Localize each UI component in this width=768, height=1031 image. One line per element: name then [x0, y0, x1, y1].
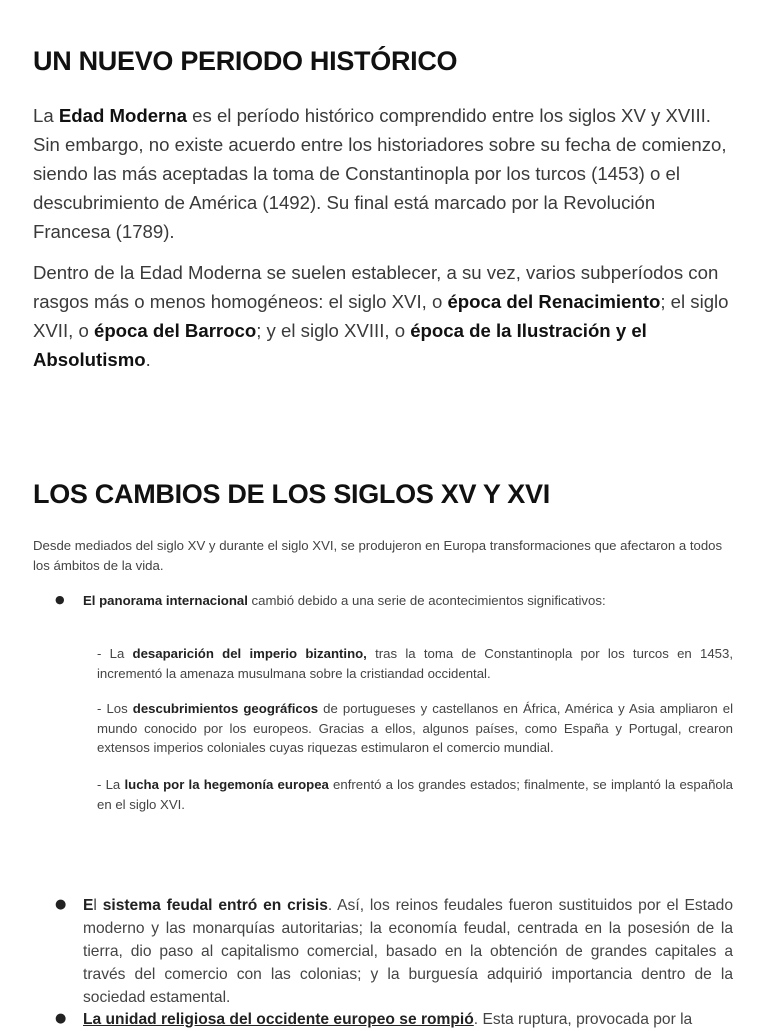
bullet-icon: ●: [55, 897, 67, 912]
bold-term-barroco: época del Barroco: [93, 320, 257, 341]
text-run: enfrentó a los grandes estados; finalmente, se implantó la española en el siglo XVI.: [97, 777, 733, 812]
text-run: de portugueses y castellanos en África, América y Asia ampliaron el mundo conocido por los europeos. Gracias a ellos, algunos países, como España y Portugal, crearon extensos imperios coloniales cuyas riquezas estimularon el comercio mundial.: [97, 701, 734, 755]
bold-term-ilustracion: época de la Ilustración y el Absolutismo: [33, 320, 647, 370]
text-run: .: [145, 349, 151, 370]
text-run: - La: [97, 646, 133, 661]
bold-term-hegemonia: lucha por la hegemonía europea: [124, 777, 329, 792]
list-item-panorama: [83, 591, 733, 611]
bold-term-unidad-religiosa: La unidad religiosa del occidente europeo se rompió: [83, 1011, 474, 1028]
text-run: . Así, los reinos feudales fueron sustituidos por el Estado moderno y las monarquías autoritarias; la economía feudal, centrada en la posesión de la tierra, dio paso al capitalismo comercial, basado en la obtención de grandes capitales a través del comercio con las colonias; y la burguesía adquirió importancia dentro de la sociedad estamental.: [83, 897, 733, 1006]
bullet-icon: ●: [55, 1011, 67, 1026]
paragraph-edad-moderna: [33, 101, 733, 246]
text-run: l: [93, 897, 103, 914]
text-run: cambió debido a una serie de acontecimientos significativos:: [247, 593, 606, 608]
bold-term-edad-moderna: Edad Moderna: [58, 105, 187, 126]
bold-term-descubrimientos: descubrimientos geográficos: [132, 701, 319, 716]
section-heading-nuevo-periodo: UN NUEVO PERIODO HISTÓRICO: [33, 46, 458, 76]
text-run: ; y el siglo XVIII, o: [256, 320, 411, 341]
sub-item-hegemonia: [97, 775, 733, 814]
bold-letter: E: [83, 897, 94, 914]
text-run: - La: [97, 777, 125, 792]
bold-term-sistema-feudal: sistema feudal entró en crisis: [102, 897, 328, 914]
text-run: es el período histórico comprendido entre los siglos XV y XVIII. Sin embargo, no existe acuerdo entre los historiadores sobre su fecha de comienzo, siendo las más aceptadas la toma de Constantinopla por los turcos (1453) o el descubrimiento de América (1492). Su final está marcado por la Revolución Francesa (1789).: [33, 105, 727, 242]
bold-term-bizantino: desaparición del imperio bizantino,: [132, 646, 367, 661]
bold-term-panorama: El panorama internacional: [83, 593, 248, 608]
text-run: Dentro de la Edad Moderna se suelen establecer, a su vez, varios subperíodos con rasgos más o menos homogéneos: el siglo XVI, o: [33, 262, 719, 312]
sub-item-descubrimientos: [97, 699, 733, 758]
text-run: tras la toma de Constantinopla por los turcos en 1453, incrementó la amenaza musulmana sobre la cristiandad occidental.: [97, 646, 734, 681]
bullet-icon: ●: [55, 593, 65, 606]
paragraph-intro-cambios: Desde mediados del siglo XV y durante el siglo XVI, se produjeron en Europa transformaciones que afectaron a todos los ámbitos de la vida.: [33, 538, 723, 573]
section-heading-cambios: LOS CAMBIOS DE LOS SIGLOS XV Y XVI: [33, 479, 550, 509]
text-run: - Los: [97, 701, 133, 716]
bold-term-renacimiento: época del Renacimiento: [447, 291, 661, 312]
paragraph-subperiodos: [33, 258, 733, 374]
sub-item-bizantino: [97, 644, 733, 683]
list-item-unidad-religiosa: [83, 1008, 733, 1031]
list-item-sistema-feudal: [83, 894, 733, 1009]
text-run: La: [33, 105, 59, 126]
text-run: ; el siglo XVII, o: [33, 291, 729, 341]
text-run: . Esta ruptura, provocada por la: [473, 1011, 693, 1028]
